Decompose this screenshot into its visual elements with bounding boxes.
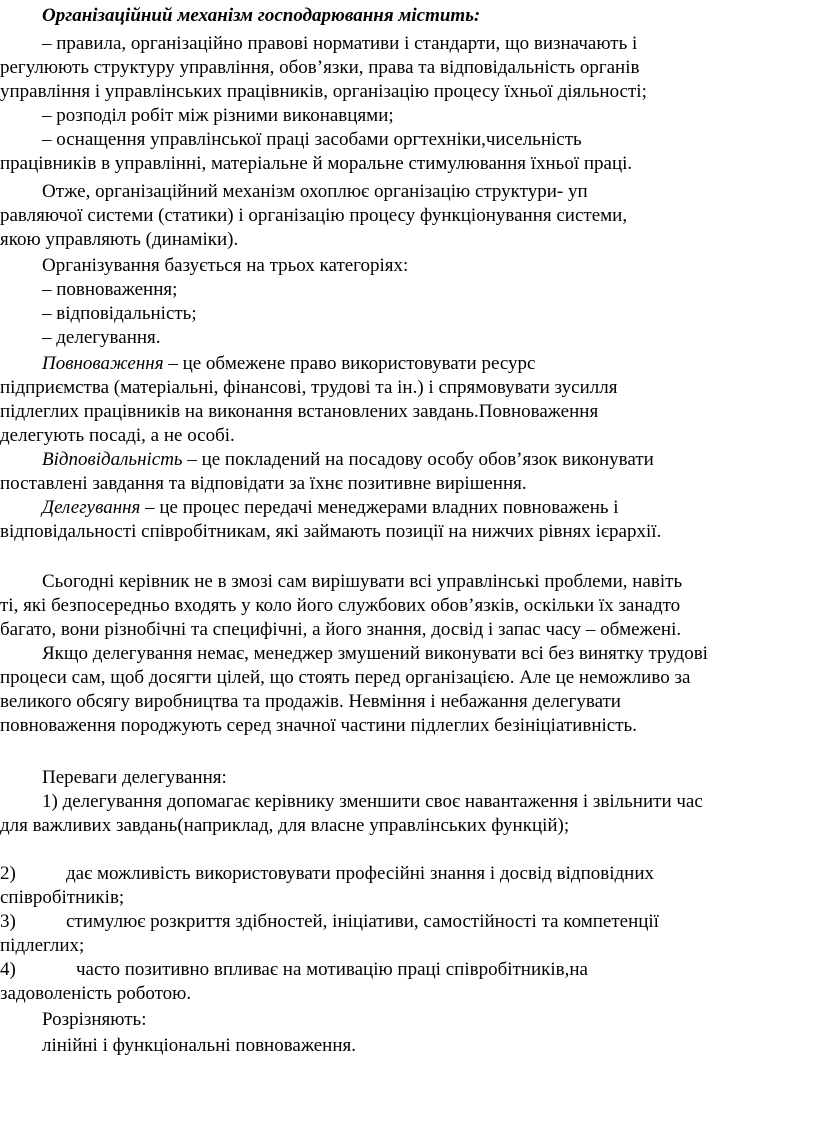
summary-line-3: якою управляють (динаміки). [0, 229, 239, 250]
advantage-3-line-1: стимулює розкриття здібностей, ініціативи, самостійності та компетенції [66, 911, 659, 932]
advantage-3-number: 3) [0, 911, 16, 932]
paragraph-no-delegation-line-4: повноваження породжують серед значної частини підлеглих безініціативність. [0, 715, 637, 736]
definition-authority-text: – це обмежене право використовувати ресурс [163, 353, 536, 374]
paragraph-today-line-3: багато, вони різнобічні та специфічні, а його знання, досвід і запас часу – обмежені. [0, 619, 682, 640]
rule-item-1-line-2: регулюють структуру управління, обов’язки, права та відповідальність органів [0, 57, 640, 78]
definition-delegation-text: – це процес передачі менеджерами владних повноважень і [140, 497, 619, 518]
rule-item-3-line-1: – оснащення управлінської праці засобами оргтехніки,чисельність [42, 129, 582, 150]
definition-authority-line-4: делегують посаді, а не особі. [0, 425, 235, 446]
advantage-2-line-2: співробітників; [0, 887, 125, 908]
section-heading: Організаційний механізм господарювання містить: [42, 5, 481, 26]
definition-authority-line-3: підлеглих працівників на виконання встановлених завдань.Повноваження [0, 401, 599, 422]
definition-authority-line-1 [42, 352, 536, 376]
term-authority: Повноваження [42, 353, 164, 374]
definition-responsibility-line-2: поставлені завдання та відповідати за їхнє позитивне вирішення. [0, 473, 527, 494]
distinguish-heading: Розрізняють: [42, 1009, 147, 1030]
definition-responsibility-text: – це покладений на посадову особу обов’язок виконувати [182, 449, 654, 470]
rule-item-1-line-3: управління і управлінських працівників, організацію процесу їхньої діяльності; [0, 81, 647, 102]
term-responsibility: Відповідальність [42, 449, 183, 470]
rule-item-1-line-1: – правила, організаційно правові нормативи і стандарти, що визначають і [42, 33, 638, 54]
definition-responsibility-line-1 [42, 448, 654, 472]
advantage-1-line-1: 1) делегування допомагає керівнику зменшити своє навантаження і звільнити час [42, 791, 703, 812]
term-delegation: Делегування [42, 497, 141, 518]
definition-authority-line-2: підприємства (матеріальні, фінансові, трудові та ін.) і спрямовувати зусилля [0, 377, 618, 398]
categories-intro: Організування базується на трьох категоріях: [42, 255, 409, 276]
advantage-4-line-2: задоволеність роботою. [0, 983, 192, 1004]
advantage-3-line-2: підлеглих; [0, 935, 85, 956]
category-item: – відповідальність; [42, 303, 197, 324]
definition-delegation-line-2: відповідальності співробітникам, які займають позиції на нижчих рівнях ієрархії. [0, 521, 662, 542]
summary-line-1: Отже, організаційний механізм охоплює організацію структури- уп [42, 181, 588, 202]
advantage-4-number: 4) [0, 959, 16, 980]
paragraph-today-line-2: ті, які безпосередньо входять у коло його службових обов’язків, оскільки їх занадто [0, 595, 681, 616]
rule-item-2: – розподіл робіт між різними виконавцями; [42, 105, 394, 126]
category-item: – делегування. [42, 327, 161, 348]
paragraph-no-delegation-line-1: Якщо делегування немає, менеджер змушений виконувати всі без винятку трудові [42, 643, 708, 664]
distinguish-item: лінійні і функціональні повноваження. [42, 1035, 356, 1056]
paragraph-no-delegation-line-3: великого обсягу виробництва та продажів. Невміння і небажання делегувати [0, 691, 621, 712]
advantages-heading: Переваги делегування: [42, 767, 227, 788]
advantage-2-number: 2) [0, 863, 16, 884]
paragraph-no-delegation-line-2: процеси сам, щоб досягти цілей, що стоять перед організацією. Але це неможливо за [0, 667, 691, 688]
advantage-1-line-2: для важливих завдань(наприклад, для власне управлінських функцій); [0, 815, 570, 836]
paragraph-today-line-1: Сьогодні керівник не в змозі сам вирішувати всі управлінські проблеми, навіть [42, 571, 683, 592]
definition-delegation-line-1 [42, 496, 619, 520]
category-item: – повноваження; [42, 279, 178, 300]
rule-item-3-line-2: працівників в управлінні, матеріальне й моральне стимулювання їхньої праці. [0, 153, 633, 174]
advantage-2-line-1: дає можливість використовувати професійні знання і досвід відповідних [66, 863, 654, 884]
advantage-4-line-1: часто позитивно впливає на мотивацію праці співробітників,на [76, 959, 588, 980]
summary-line-2: равляючої системи (статики) і організацію процесу функціонування системи, [0, 205, 628, 226]
